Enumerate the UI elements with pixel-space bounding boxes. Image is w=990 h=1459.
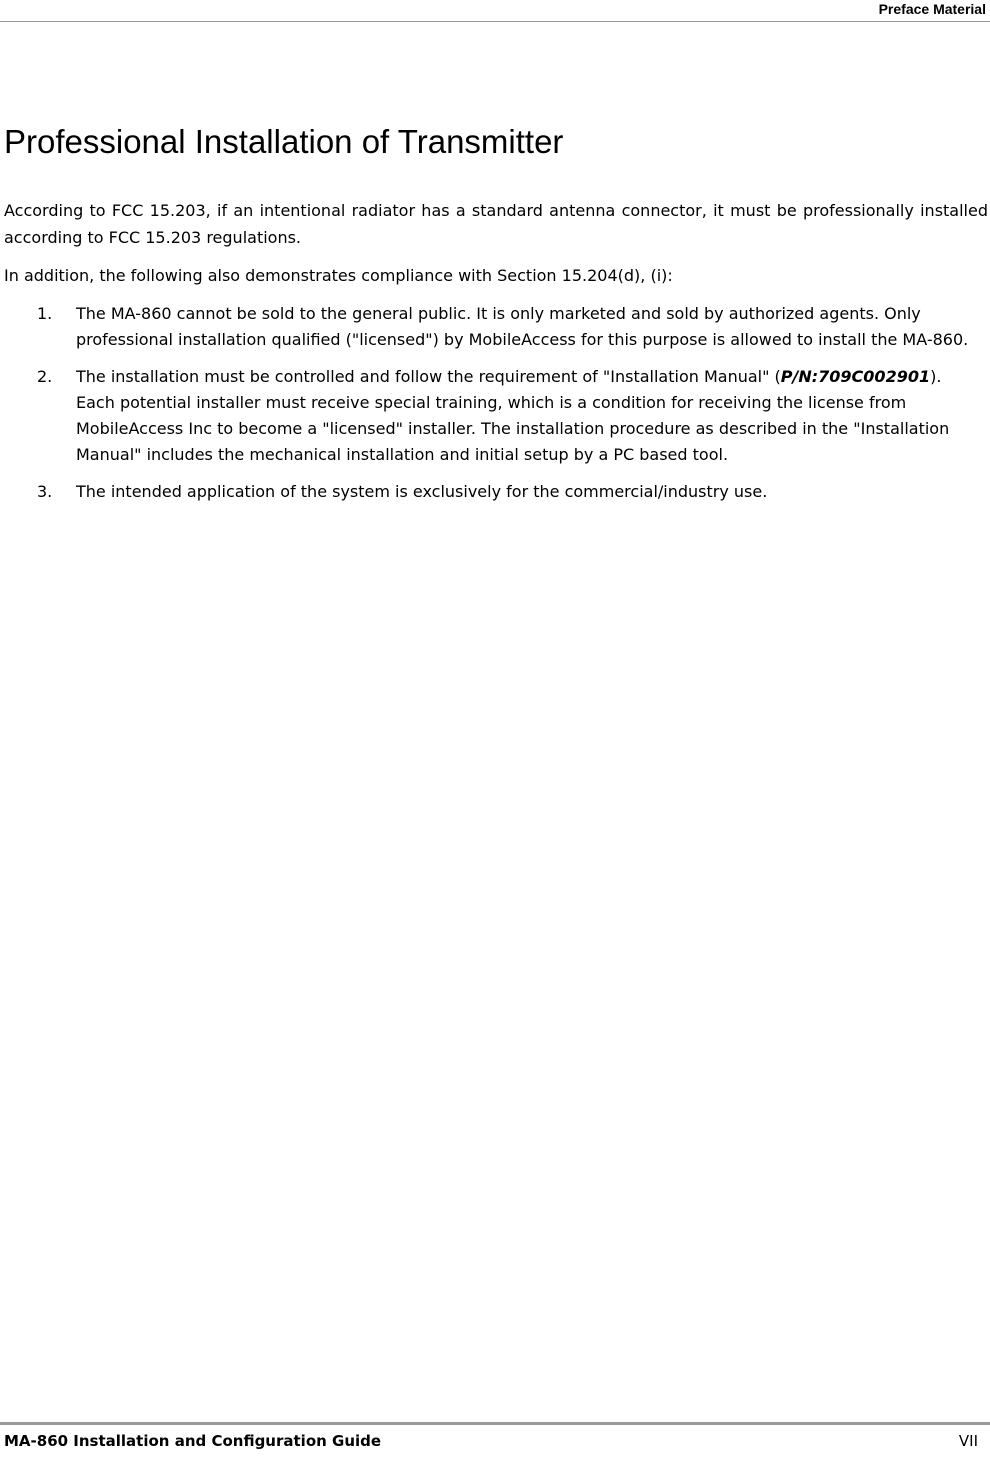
compliance-intro: In addition, the following also demonstrates compliance with Section 15.204(d), (i): bbox=[4, 266, 673, 285]
section-title: Preface Material bbox=[878, 1, 986, 17]
list-text-before: The installation must be controlled and follow the requirement of "Installation Manual" ( bbox=[76, 367, 781, 386]
page-footer bbox=[0, 1422, 990, 1459]
list-text: The MA-860 cannot be sold to the general public. It is only marketed and sold by authorized agents. Only professional installation qualified ("licensed") by MobileAccess for this purpose is allowed to install the MA-860. bbox=[76, 304, 969, 349]
list-number: 3. bbox=[37, 482, 53, 501]
page-header bbox=[0, 0, 990, 22]
list-item bbox=[0, 364, 990, 468]
list-text-after: ). Each potential installer must receive special training, which is a condition for receiving the license from MobileAccess Inc to become a "licensed" installer. The installation procedure as described in the "Installation Manual" includes the mechanical installation and initial setup by a PC based tool. bbox=[76, 367, 950, 464]
part-number: P/N:709C002901 bbox=[780, 367, 931, 386]
compliance-list bbox=[0, 301, 990, 516]
fcc-paragraph: According to FCC 15.203, if an intentional radiator has a standard antenna connector, it must be professionally installed according to FCC 15.203 regulations. bbox=[4, 201, 988, 247]
guide-title: MA-860 Installation and Configuration Guide bbox=[4, 1432, 382, 1450]
page-title: Professional Installation of Transmitter bbox=[4, 123, 564, 160]
list-number: 1. bbox=[37, 304, 53, 323]
page-number: VII bbox=[958, 1432, 978, 1450]
list-item bbox=[0, 301, 990, 353]
list-item bbox=[0, 479, 990, 505]
list-text: The intended application of the system is exclusively for the commercial/industry use. bbox=[76, 482, 768, 501]
list-number: 2. bbox=[37, 367, 53, 386]
